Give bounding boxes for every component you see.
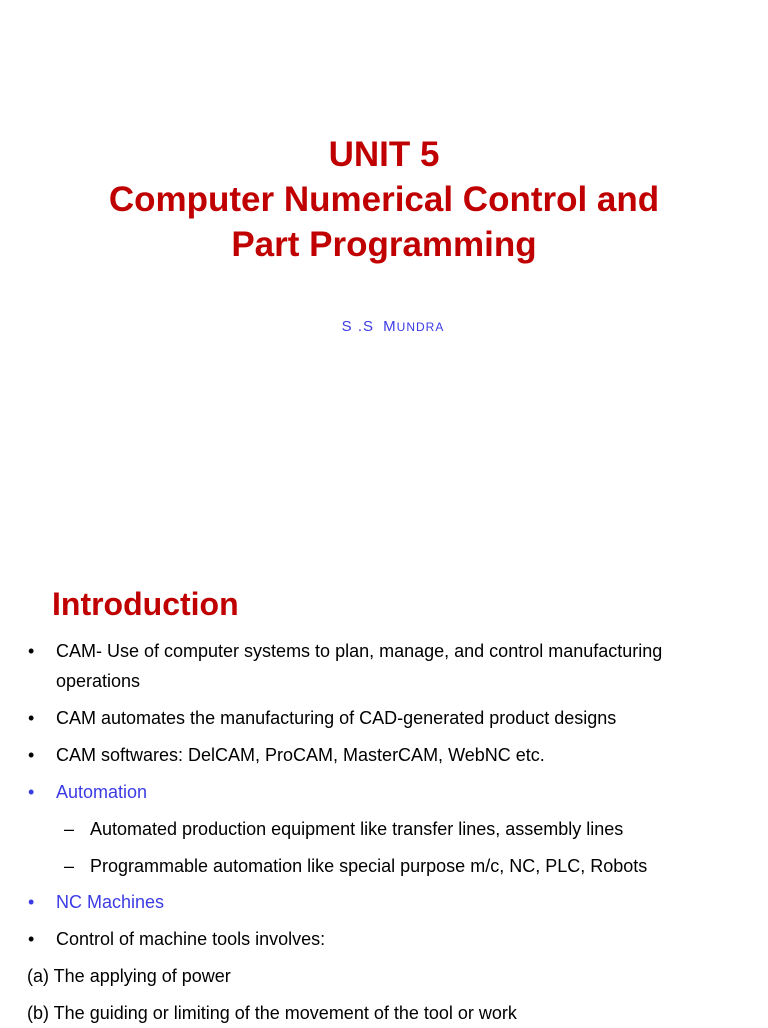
- plain-item-text: (b) The guiding or limiting of the movement of the tool or work: [27, 1003, 517, 1023]
- main-title-line-2: Part Programming: [231, 225, 537, 264]
- bullet-icon: •: [28, 641, 35, 661]
- bullet-icon: •: [28, 929, 35, 949]
- sub-list-item-text: Automated production equipment like transfer lines, assembly lines: [90, 819, 624, 839]
- author-initials: S .S: [341, 318, 374, 335]
- author-surname-initial: M: [383, 318, 397, 335]
- sub-list-item-text: Programmable automation like special purpose m/c, NC, PLC, Robots: [90, 856, 648, 876]
- list-item-text: CAM- Use of computer systems to plan, manage, and control manufacturing: [56, 641, 663, 661]
- plain-item-text: (a) The applying of power: [27, 966, 231, 986]
- title-block: [0, 132, 768, 267]
- list-item-text: CAM automates the manufacturing of CAD-generated product designs: [56, 708, 617, 728]
- slide-heading: Introduction: [52, 586, 239, 622]
- author-name: [0, 318, 768, 335]
- list-item-text: NC Machines: [56, 892, 165, 912]
- dash-icon: –: [64, 856, 75, 876]
- bullet-icon: •: [28, 745, 35, 765]
- list-item-text: Control of machine tools involves:: [56, 929, 326, 949]
- bullet-icon: •: [28, 892, 35, 912]
- list-item-text: Automation: [56, 782, 148, 802]
- bullet-icon: •: [28, 782, 35, 802]
- introduction-slide: [0, 540, 768, 1024]
- unit-title: UNIT 5: [328, 135, 440, 174]
- author-surname-rest: UNDRA: [396, 320, 445, 334]
- list-item-text: CAM softwares: DelCAM, ProCAM, MasterCAM, WebNC etc.: [56, 745, 545, 765]
- list-item-text: operations: [56, 671, 141, 691]
- bullet-icon: •: [28, 708, 35, 728]
- dash-icon: –: [64, 819, 75, 839]
- main-title-line-1: Computer Numerical Control and: [108, 180, 660, 219]
